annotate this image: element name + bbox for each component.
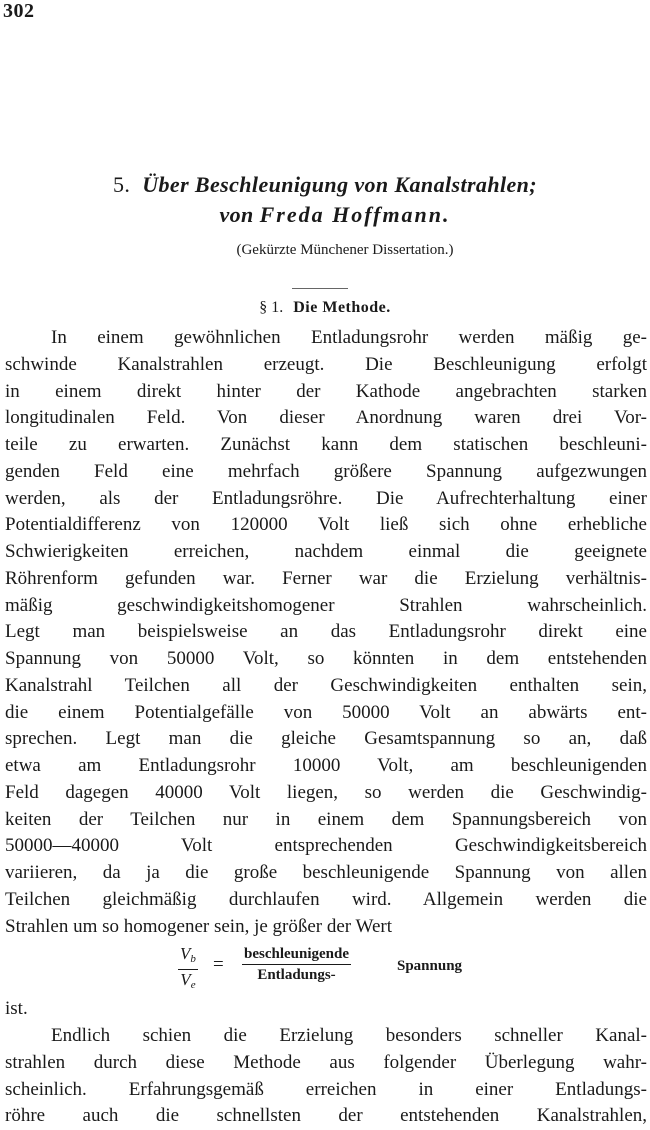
page-number: 302 (3, 0, 35, 22)
word-numerator: beschleunigende (242, 944, 351, 965)
numerator-variable: V (180, 944, 191, 964)
text-line: sprechen. Legt man die gleiche Gesamtspannung so an, daß (5, 728, 647, 750)
section-title: Die Methode. (293, 299, 391, 316)
text-line: Potentialdifferenz von 120000 Volt ließ sich ohne erhebliche (5, 514, 647, 536)
section-mark: § 1. (259, 299, 284, 316)
word-denominator: Entladungs- (257, 967, 336, 984)
text-line: 50000—40000 Volt entsprechenden Geschwindigkeitsbereich (5, 835, 647, 857)
text-line: Teilchen gleichmäßig durchlaufen wird. Allgemein werden die (5, 888, 647, 910)
article-title (0, 170, 650, 262)
title-line-2 (20, 200, 650, 230)
fraction-denominator (178, 970, 197, 995)
text-line: etwa am Entladungsrohr 10000 Volt, am beschleunigenden (5, 755, 647, 776)
paragraph-2 (5, 1023, 647, 1130)
title-text: Über Beschleunigung von Kanalstrahlen; (142, 172, 537, 197)
text-line: Schwierigkeiten erreichen, nachdem einmal die geeignete (5, 541, 647, 562)
text-line: die einem Potentialgefälle von 50000 Volt an abwärts ent- (5, 701, 647, 723)
formula (5, 940, 647, 996)
text-line: in einem direkt hinter der Kathode angebrachten starken (5, 380, 647, 402)
article-number: 5. (113, 172, 131, 197)
text-line: mäßig geschwindigkeitshomogener Strahlen wahrscheinlich. (5, 594, 647, 616)
text-line: Legt man beispielsweise an das Entladungsrohr direkt eine (5, 621, 647, 643)
text-line: Spannung von 50000 Volt, so könnten in dem entstehenden (5, 648, 647, 669)
text-line: In einem gewöhnlichen Entladungsrohr werden mäßig ge- (51, 327, 647, 348)
text-line: Feld dagegen 40000 Volt liegen, so werden die Geschwindig- (5, 781, 647, 803)
text-line: Röhrenform gefunden war. Ferner war die Erzielung verhältnis- (5, 567, 647, 589)
text-line: strahlen durch diese Methode aus folgender Überlegung wahr- (5, 1051, 647, 1073)
word-fraction (242, 944, 351, 985)
text-line: genden Feld eine mehrfach größere Spannung aufgezwungen (5, 460, 647, 482)
section-heading (0, 296, 650, 320)
text-line: werden, als der Entladungsröhre. Die Aufrechterhaltung einer (5, 487, 647, 509)
text-line: Kanalstrahl Teilchen all der Geschwindigkeiten enthalten sein, (5, 674, 647, 696)
text-line: Strahlen um so homogener sein, je größer der Wert (5, 915, 392, 937)
fraction-numerator (178, 944, 198, 970)
text-line: schwinde Kanalstrahlen erzeugt. Die Beschleunigung erfolgt (5, 353, 647, 375)
text-line: longitudinalen Feld. Von dieser Anordnung waren drei Vor- (5, 407, 647, 429)
title-divider (292, 288, 348, 289)
denominator-variable: V (180, 970, 191, 990)
text-line: keiten der Teilchen nur in einem dem Spannungsbereich von (5, 808, 647, 830)
title-line-1 (0, 170, 650, 200)
denominator-subscript: e (190, 979, 196, 992)
author-name: Freda Hoffmann. (259, 202, 451, 227)
text-line: ist. (5, 998, 28, 1020)
numerator-subscript: b (190, 953, 196, 966)
formula-trailing-word: Spannung (397, 958, 463, 975)
body-text (5, 325, 647, 1130)
paragraph-1 (5, 325, 647, 940)
subtitle: (Gekürzte Münchener Dissertation.) (236, 242, 454, 258)
text-line: röhre auch die schnellsten der entstehenden Kanalstrahlen, (5, 1105, 647, 1127)
title-von: von (219, 202, 254, 227)
text-line: scheinlich. Erfahrungsgemäß erreichen in einer Entladungs- (5, 1078, 647, 1100)
equals-sign: = (213, 954, 224, 976)
voltage-ratio-fraction (178, 944, 198, 995)
text-line: teile zu erwarten. Zunächst kann dem statischen beschleuni- (5, 434, 647, 455)
text-line: variieren, da ja die große beschleunigende Spannung von allen (5, 862, 647, 883)
text-line: Endlich schien die Erzielung besonders schneller Kanal- (51, 1025, 647, 1046)
